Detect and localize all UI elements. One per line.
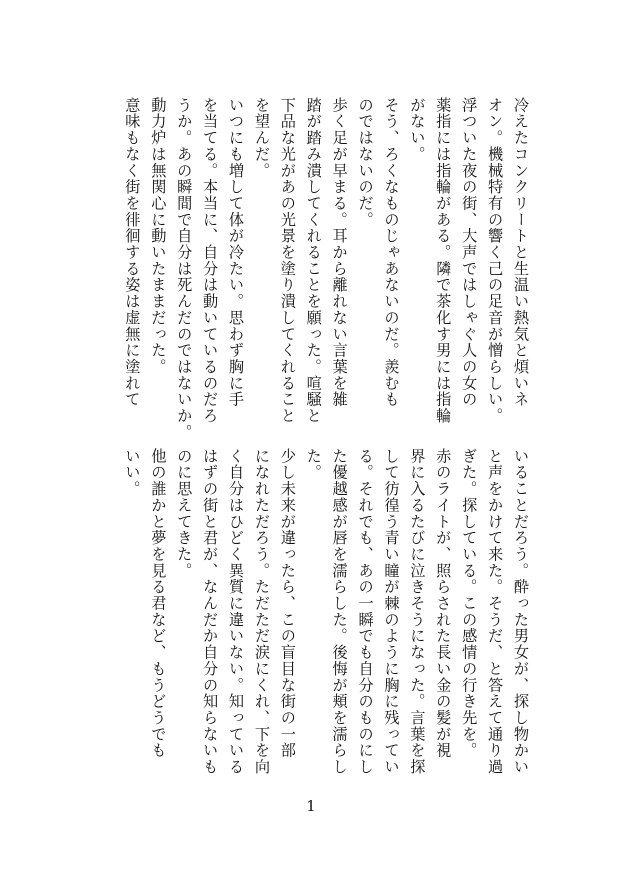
text-line: ぎた。探している。この感情の行き先を。 bbox=[460, 448, 479, 759]
text-line: のに思えてきた。 bbox=[175, 448, 194, 579]
text-line: うか。あの瞬間で自分は死んだのではないか。 bbox=[175, 97, 194, 441]
text-line: と声をかけて来た。そうだ、と答えて通り過 bbox=[486, 448, 505, 775]
text-line: を当てる。本当に、自分は動いているのだろ bbox=[201, 97, 220, 424]
text-line: 意味もなく街を徘徊する姿は虚無に塗れて bbox=[123, 97, 142, 408]
text-line: になれただろう。ただただ涙にくれ、下を向 bbox=[252, 448, 271, 775]
page-number: 1 bbox=[306, 797, 316, 815]
text-column-bottom bbox=[119, 448, 534, 775]
text-line: 他の誰かと夢を見る君など、もうどうでも bbox=[149, 448, 168, 759]
text-line: を望んだ。 bbox=[252, 97, 271, 179]
text-line: はずの街と君が、なんだか自分の知らないも bbox=[201, 448, 220, 775]
text-line: 少し未来が違ったら、この盲目な街の一部 bbox=[278, 448, 297, 759]
text-line: 薬指には指輪がある。隣で茶化す男には指輪 bbox=[434, 97, 453, 424]
text-line: く自分はひどく異質に違いない。知っている bbox=[227, 448, 246, 775]
text-line: た。 bbox=[304, 448, 323, 481]
text-line: オン。機械特有の響く己の足音が憎らしい。 bbox=[486, 97, 505, 424]
text-line: いることだろう。酔った男女が、探し物かい bbox=[512, 448, 530, 775]
text-line: いつにも増して体が冷たい。思わず胸に手 bbox=[227, 97, 246, 408]
text-line: がない。 bbox=[408, 97, 427, 163]
text-line: 赤のライトが、照らされた長い金の髪が視 bbox=[434, 448, 453, 759]
text-line: のではないのだ。 bbox=[356, 97, 375, 228]
text-line: 界に入るたびに泣きそうになった。言葉を探 bbox=[408, 448, 427, 775]
text-line: 下品な光があの光景を塗り潰してくれること bbox=[278, 97, 297, 424]
text-line: 冷えたコンクリートと生温い熱気と煩いネ bbox=[512, 97, 530, 408]
text-line: 歩く足が早まる。耳から離れない言葉を雑 bbox=[330, 97, 349, 408]
text-line: 踏が踏み潰してくれることを願った。喧騒と bbox=[304, 97, 323, 424]
text-line: いい。 bbox=[123, 448, 142, 498]
text-line: そう、ろくなものじゃあないのだ。羨むも bbox=[382, 97, 401, 408]
text-column-top bbox=[119, 97, 534, 441]
text-line: る。それでも、あの一瞬でも自分のものにし bbox=[356, 448, 375, 775]
text-line: して彷徨う青い瞳が棘のように胸に残ってい bbox=[382, 448, 401, 775]
text-line: 動力炉は無関心に動いたままだった。 bbox=[149, 97, 168, 375]
text-line: 浮ついた夜の街、大声ではしゃぐ人の女の bbox=[460, 97, 479, 408]
text-line: た優越感が唇を濡らした。後悔が頬を濡らし bbox=[330, 448, 349, 775]
